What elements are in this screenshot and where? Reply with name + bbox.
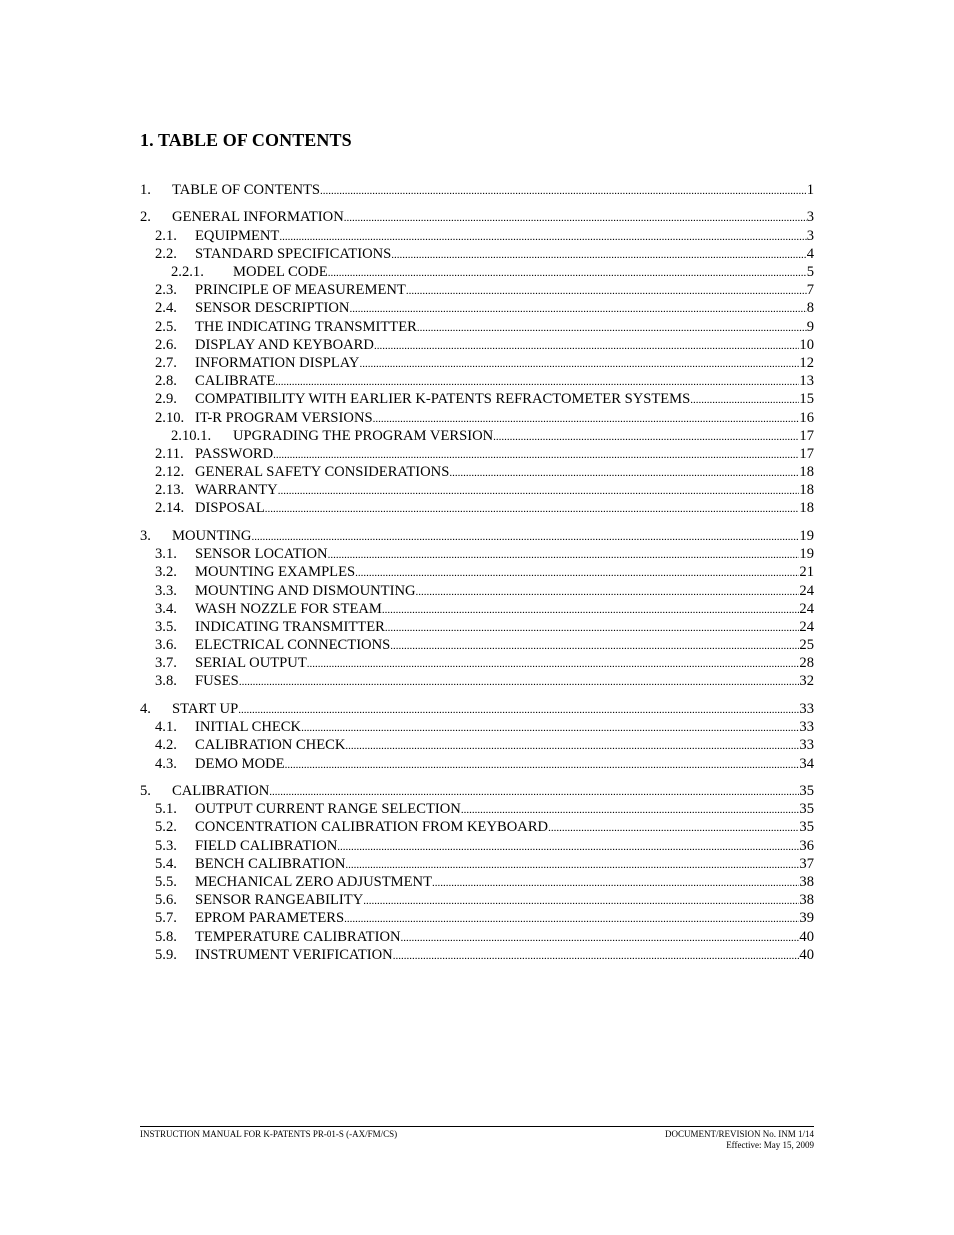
toc-entry-title: GENERAL INFORMATION: [172, 209, 344, 226]
footer-effective-date: Effective: May 15, 2009: [726, 1140, 814, 1150]
toc-entry-page: 33: [799, 700, 814, 717]
toc-dot-leader: [548, 819, 799, 837]
toc-entry[interactable]: [140, 700, 814, 718]
toc-entry-title: SENSOR DESCRIPTION: [195, 300, 350, 317]
toc-dot-leader: [275, 373, 799, 391]
toc-entry-page: 16: [799, 409, 814, 426]
toc-entry-title: INITIAL CHECK: [195, 719, 302, 736]
toc-entry[interactable]: [140, 445, 814, 463]
toc-entry-page: 17: [799, 445, 814, 462]
toc-entry-title: STANDARD SPECIFICATIONS: [195, 245, 392, 262]
toc-entry[interactable]: [140, 928, 814, 946]
toc-entry[interactable]: [140, 545, 814, 563]
toc-entry-number: 5.1.: [155, 801, 177, 818]
toc-entry-title: MOUNTING EXAMPLES: [195, 564, 356, 581]
toc-dot-leader: [265, 500, 800, 518]
toc-entry-number: 1.: [140, 182, 151, 198]
toc-entry-page: 18: [799, 464, 814, 481]
toc-dot-leader: [406, 282, 807, 300]
table-of-contents: [140, 181, 814, 964]
toc-entry-number: 4.: [140, 700, 151, 717]
toc-entry-number: 5.8.: [155, 928, 177, 945]
toc-entry-number: 5.7.: [155, 910, 177, 927]
toc-entry-page: 32: [799, 673, 814, 690]
toc-entry-number: 4.3.: [155, 755, 177, 772]
toc-entry-page: 25: [799, 637, 814, 654]
toc-entry-page: 1: [806, 182, 814, 198]
toc-entry[interactable]: [140, 618, 814, 636]
toc-dot-leader: [239, 673, 800, 691]
toc-dot-leader: [417, 319, 807, 337]
toc-entry-number: 5.9.: [155, 946, 177, 963]
toc-entry-number: 2.11.: [155, 445, 184, 462]
toc-entry-page: 21: [799, 564, 814, 581]
toc-entry[interactable]: [140, 563, 814, 581]
toc-dot-leader: [690, 391, 799, 409]
toc-entry-number: 2.9.: [155, 391, 177, 408]
toc-entry-title: CALIBRATION CHECK: [195, 737, 346, 754]
toc-dot-leader: [269, 783, 799, 801]
toc-entry-page: 28: [799, 655, 814, 672]
toc-dot-leader: [401, 929, 800, 947]
toc-entry-page: 17: [799, 427, 814, 444]
toc-heading: 1. TABLE OF CONTENTS: [140, 130, 352, 150]
toc-entry-title: BENCH CALIBRATION: [195, 855, 346, 872]
toc-entry-page: 33: [799, 719, 814, 736]
toc-dot-leader: [363, 892, 799, 910]
toc-dot-leader: [359, 355, 799, 373]
toc-dot-leader: [391, 246, 806, 264]
toc-entry-page: 4: [806, 245, 814, 262]
toc-entry[interactable]: [140, 654, 814, 672]
toc-entry-page: 35: [799, 801, 814, 818]
toc-entry-number: 4.1.: [155, 719, 177, 736]
toc-entry-title: INSTRUMENT VERIFICATION: [195, 946, 393, 963]
toc-entry[interactable]: [140, 855, 814, 873]
toc-entry-page: 34: [799, 755, 814, 772]
toc-entry-number: 3.: [140, 527, 151, 544]
toc-entry-page: 40: [799, 928, 814, 945]
toc-entry-page: 10: [799, 336, 814, 353]
toc-entry-page: 18: [799, 482, 814, 499]
toc-entry-page: 37: [799, 855, 814, 872]
toc-entry-title: FUSES: [195, 673, 239, 690]
toc-entry[interactable]: [140, 873, 814, 891]
toc-entry-number: 5.5.: [155, 873, 177, 890]
toc-entry-title: PASSWORD: [195, 445, 274, 462]
toc-entry-number: 2.10.: [155, 409, 185, 426]
toc-dot-leader: [301, 719, 799, 737]
toc-entry-number: 3.5.: [155, 618, 177, 635]
toc-dot-leader: [345, 856, 799, 874]
toc-entry-page: 36: [799, 837, 814, 854]
toc-dot-leader: [385, 619, 800, 637]
toc-entry-number: 3.7.: [155, 655, 177, 672]
toc-dot-leader: [328, 546, 800, 564]
toc-entry-title: WASH NOZZLE FOR STEAM: [195, 600, 382, 617]
toc-entry-number: 4.2.: [155, 737, 177, 754]
toc-entry-page: 40: [799, 946, 814, 963]
toc-entry-number: 2.2.1.: [171, 264, 204, 281]
toc-entry[interactable]: [140, 837, 814, 855]
toc-entry-number: 3.3.: [155, 582, 177, 599]
toc-entry[interactable]: [140, 336, 814, 354]
toc-entry-number: 5.: [140, 783, 151, 799]
toc-entry-title: START UP: [172, 700, 239, 717]
toc-entry-title: UPGRADING THE PROGRAM VERSION: [233, 427, 494, 444]
toc-entry[interactable]: [140, 818, 814, 836]
footer-divider: [140, 1126, 814, 1127]
toc-entry-number: 3.4.: [155, 600, 177, 617]
toc-entry-title: SENSOR RANGEABILITY: [195, 892, 364, 909]
toc-dot-leader: [416, 583, 800, 601]
toc-entry-page: 35: [799, 819, 814, 836]
toc-entry-number: 3.1.: [155, 546, 177, 563]
toc-entry-title: EPROM PARAMETERS: [195, 910, 345, 927]
toc-entry[interactable]: [140, 372, 814, 390]
toc-entry-title: CALIBRATE: [195, 373, 276, 390]
toc-entry[interactable]: [140, 390, 814, 408]
toc-entry[interactable]: [140, 891, 814, 909]
toc-dot-leader: [432, 874, 799, 892]
toc-entry-page: 8: [806, 300, 814, 317]
toc-entry-title: INDICATING TRANSMITTER: [195, 618, 385, 635]
toc-entry-title: SERIAL OUTPUT: [195, 655, 307, 672]
toc-dot-leader: [278, 482, 800, 500]
toc-entry[interactable]: [140, 600, 814, 618]
toc-entry-title: INFORMATION DISPLAY: [195, 354, 360, 371]
toc-entry[interactable]: [140, 499, 814, 517]
toc-entry-number: 2.8.: [155, 373, 177, 390]
toc-entry-number: 2.10.1.: [171, 427, 212, 444]
toc-dot-leader: [344, 910, 799, 928]
toc-entry-number: 3.6.: [155, 637, 177, 654]
footer-manual-title: INSTRUCTION MANUAL FOR K-PATENTS PR-01-S (-AX/FM/CS): [140, 1129, 398, 1139]
toc-entry-title: DISPOSAL: [195, 500, 265, 517]
toc-entry[interactable]: [140, 299, 814, 317]
toc-entry-page: 33: [799, 737, 814, 754]
toc-entry-title: COMPATIBILITY WITH EARLIER K-PATENTS REFRACTOMETER SYSTEMS: [195, 391, 691, 408]
toc-entry[interactable]: [140, 582, 814, 600]
toc-dot-leader: [344, 209, 807, 227]
toc-entry-number: 2.5.: [155, 318, 177, 335]
toc-entry[interactable]: [140, 427, 814, 445]
toc-entry-number: 2.2.: [155, 245, 177, 262]
toc-entry-title: ELECTRICAL CONNECTIONS: [195, 637, 391, 654]
toc-entry-title: DISPLAY AND KEYBOARD: [195, 336, 374, 353]
toc-entry-title: MOUNTING: [172, 527, 252, 544]
toc-entry-page: 19: [799, 527, 814, 544]
toc-entry-number: 2.4.: [155, 300, 177, 317]
toc-dot-leader: [345, 737, 799, 755]
toc-entry-number: 2.13.: [155, 482, 185, 499]
toc-entry-number: 3.2.: [155, 564, 177, 581]
toc-dot-leader: [374, 337, 799, 355]
toc-entry[interactable]: [140, 718, 814, 736]
toc-entry[interactable]: [140, 227, 814, 245]
toc-entry[interactable]: [140, 481, 814, 499]
toc-entry-page: 39: [799, 910, 814, 927]
toc-entry[interactable]: [140, 181, 814, 199]
toc-entry-number: 3.8.: [155, 673, 177, 690]
toc-entry[interactable]: [140, 755, 814, 773]
toc-dot-leader: [238, 701, 799, 719]
toc-entry-title: CONCENTRATION CALIBRATION FROM KEYBOARD: [195, 819, 549, 836]
toc-dot-leader: [349, 300, 806, 318]
toc-entry-number: 2.14.: [155, 500, 185, 517]
toc-entry-title: MOUNTING AND DISMOUNTING: [195, 582, 416, 599]
toc-entry[interactable]: [140, 354, 814, 372]
toc-entry-page: 38: [799, 873, 814, 890]
toc-entry[interactable]: [140, 463, 814, 481]
toc-entry-number: 2.3.: [155, 282, 177, 299]
toc-dot-leader: [373, 410, 800, 428]
toc-dot-leader: [493, 428, 799, 446]
toc-entry[interactable]: [140, 263, 814, 281]
toc-entry-page: 3: [806, 227, 814, 244]
toc-dot-leader: [355, 564, 799, 582]
toc-dot-leader: [449, 464, 799, 482]
toc-entry-page: 35: [799, 783, 814, 799]
toc-entry-number: 2.12.: [155, 464, 185, 481]
toc-dot-leader: [337, 838, 799, 856]
toc-entry-title: CALIBRATION: [172, 783, 270, 799]
footer-document-info: [665, 1129, 814, 1151]
toc-entry-title: IT-R PROGRAM VERSIONS: [195, 409, 373, 426]
toc-entry-title: SENSOR LOCATION: [195, 546, 328, 563]
toc-entry-page: 24: [799, 582, 814, 599]
footer-revision: DOCUMENT/REVISION No. INM 1/14: [665, 1129, 814, 1139]
toc-entry-page: 24: [799, 600, 814, 617]
toc-dot-leader: [285, 756, 800, 774]
toc-dot-leader: [307, 655, 800, 673]
toc-entry-number: 5.3.: [155, 837, 177, 854]
toc-entry-title: MODEL CODE: [233, 264, 328, 281]
toc-dot-leader: [279, 228, 806, 246]
toc-dot-leader: [273, 446, 799, 464]
toc-entry[interactable]: [140, 527, 814, 545]
toc-entry-title: PRINCIPLE OF MEASUREMENT: [195, 282, 406, 299]
toc-entry-page: 18: [799, 500, 814, 517]
toc-entry[interactable]: [140, 800, 814, 818]
toc-entry[interactable]: [140, 736, 814, 754]
toc-entry-number: 2.: [140, 209, 151, 226]
toc-entry[interactable]: [140, 409, 814, 427]
toc-entry-number: 2.1.: [155, 227, 177, 244]
toc-entry-title: DEMO MODE: [195, 755, 285, 772]
toc-dot-leader: [393, 947, 800, 965]
toc-entry-number: 2.7.: [155, 354, 177, 371]
toc-entry-page: 13: [799, 373, 814, 390]
toc-entry[interactable]: [140, 281, 814, 299]
toc-entry-page: 12: [799, 354, 814, 371]
toc-entry[interactable]: [140, 672, 814, 690]
toc-entry-title: THE INDICATING TRANSMITTER: [195, 318, 417, 335]
toc-dot-leader: [461, 801, 800, 819]
toc-entry[interactable]: [140, 318, 814, 336]
toc-entry-page: 38: [799, 892, 814, 909]
toc-entry-title: EQUIPMENT: [195, 227, 280, 244]
toc-entry-title: MECHANICAL ZERO ADJUSTMENT: [195, 873, 433, 890]
toc-entry-page: 19: [799, 546, 814, 563]
toc-entry[interactable]: [140, 208, 814, 226]
toc-entry-page: 15: [799, 391, 814, 408]
toc-dot-leader: [382, 601, 800, 619]
toc-entry-page: 7: [806, 282, 814, 299]
toc-entry-page: 3: [806, 209, 814, 226]
toc-dot-leader: [251, 528, 799, 546]
toc-entry-page: 9: [806, 318, 814, 335]
toc-dot-leader: [390, 637, 799, 655]
toc-entry-title: FIELD CALIBRATION: [195, 837, 338, 854]
toc-dot-leader: [328, 264, 807, 282]
toc-entry-number: 5.4.: [155, 855, 177, 872]
toc-entry-title: TABLE OF CONTENTS: [172, 182, 321, 198]
toc-entry-page: 24: [799, 618, 814, 635]
toc-entry-number: 2.6.: [155, 336, 177, 353]
toc-entry[interactable]: [140, 245, 814, 263]
toc-entry[interactable]: [140, 782, 814, 800]
toc-entry-title: TEMPERATURE CALIBRATION: [195, 928, 401, 945]
toc-entry[interactable]: [140, 636, 814, 654]
toc-entry-page: 5: [806, 264, 814, 281]
toc-entry-number: 5.2.: [155, 819, 177, 836]
toc-dot-leader: [320, 182, 807, 200]
toc-entry-title: WARRANTY: [195, 482, 278, 499]
toc-entry-number: 5.6.: [155, 892, 177, 909]
toc-entry-title: GENERAL SAFETY CONSIDERATIONS: [195, 464, 450, 481]
toc-entry[interactable]: [140, 946, 814, 964]
toc-entry-title: OUTPUT CURRENT RANGE SELECTION: [195, 801, 461, 818]
toc-entry[interactable]: [140, 909, 814, 927]
